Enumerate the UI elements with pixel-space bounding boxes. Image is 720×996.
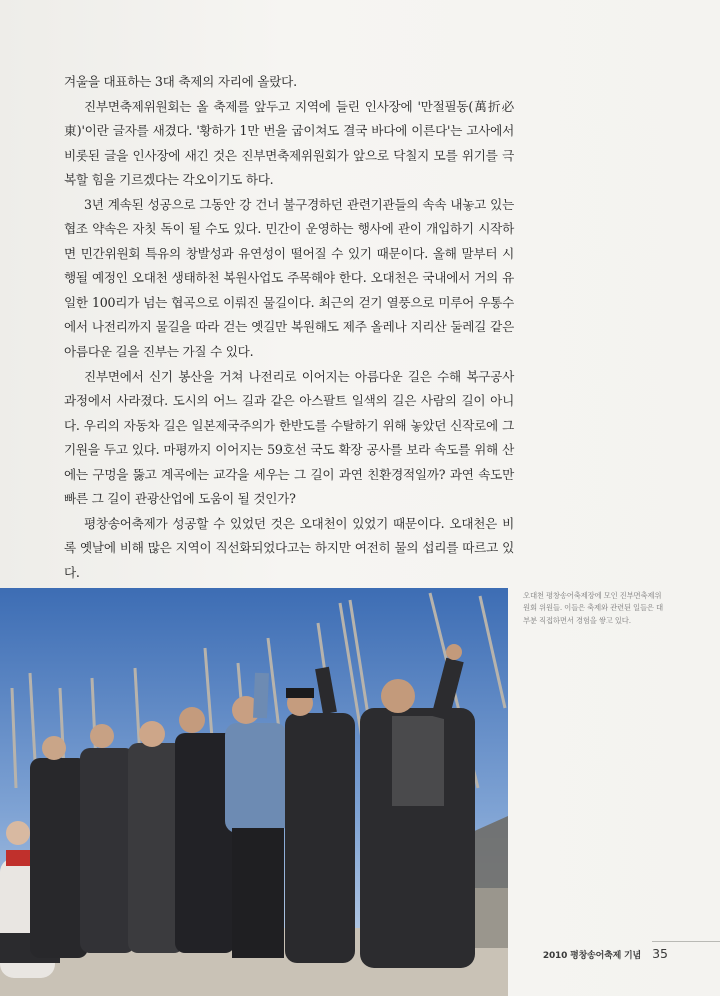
paragraph: 겨울을 대표하는 3대 축제의 자리에 올랐다.	[64, 74, 297, 89]
paragraph: 진부면에서 신기 봉산을 거쳐 나전리로 이어지는 아름다운 길은 수해 복구공사 과정에서 사라졌다. 도시의 어느 길과 같은 아스팔트 일색의 길은 사람의 길이 아니다. 우리의 자동차 길은 일본제국주의가 한반도를 수탈하기 위해 놓았던 신작로에 그 기원을 두고 있다. 마평까지 이어지는 59호선 국도 확장 공사를 보라 속도를 위해 산에는 구멍을 뚫고 계곡에는 교각을 세우는 그 길이 과연 친환경적일까? 과연 속도만 빠른 그 길이 관광산업에 도움이 될 것인가?	[64, 368, 514, 507]
paragraph: 진부면축제위원회는 올 축제를 앞두고 지역에 들린 인사장에 '만절필동(萬折必東)'이란 글자를 새겼다. '황하가 1만 번을 굽이쳐도 결국 바다에 이른다'는 고사에서 비롯된 글을 인사장에 새긴 것은 진부면축제위원회가 앞으로 닥칠지 모를 위기를 극복할 힘을 기르겠다는 각오이기도 하다.	[64, 98, 514, 188]
footer-title: 2010 평창송어축제 기념	[542, 951, 641, 961]
group-photo	[0, 588, 508, 996]
paragraph: 평창송어축제가 성공할 수 있었던 것은 오대천이 있었기 때문이다. 오대천은 비록 옛날에 비해 많은 지역이 직선화되었다고는 하지만 여전히 물의 섭리를 따르고 있다.	[64, 515, 514, 580]
photo-caption: 오대천 평창송어축제장에 모인 진부면축제위원회 위원들. 이들은 축제와 관련된 일들은 대부분 직접하면서 경험을 쌓고 있다.	[523, 591, 663, 625]
article-body	[64, 70, 514, 585]
paragraph: 3년 계속된 성공으로 그동안 강 건너 불구경하던 관련기관들의 속속 내놓고 있는 협조 약속은 자칫 독이 될 수도 있다. 민간이 운영하는 행사에 관이 개입하기 시작하면 민간위원회 특유의 창발성과 유연성이 떨어질 수 있기 때문이다. 올해 말부터 시행될 예정인 오대천 생태하천 복원사업도 주목해야 한다. 오대천은 국내에서 거의 유일한 100리가 넘는 협곡으로 이뤄진 물길이다. 최근의 걷기 열풍으로 미루어 우통수에서 나전리까지 물길을 따라 걷는 옛길만 복원해도 제주 올레나 지리산 둘레길 같은 아름다운 길을 진부는 가질 수 있다.	[64, 196, 514, 360]
footer-divider	[652, 941, 720, 942]
page-number: 35	[652, 946, 668, 961]
page-footer	[543, 943, 668, 962]
